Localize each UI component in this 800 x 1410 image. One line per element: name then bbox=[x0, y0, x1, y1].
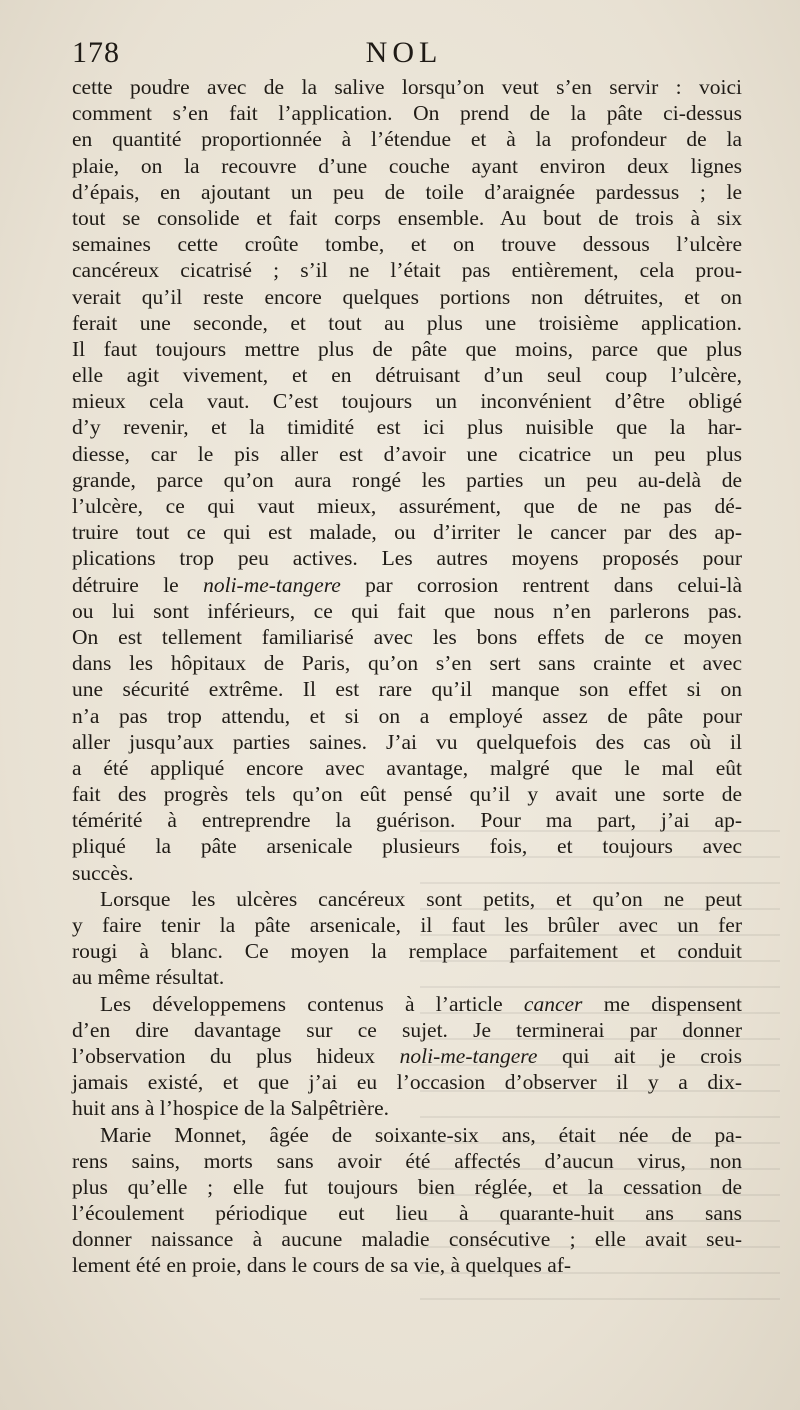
text-run: semaines cette croûte tombe, et on trouve dessous l’ulcère bbox=[72, 232, 742, 257]
text-run: l’ulcère, ce qui vaut mieux, assurément, que de ne pas dé- bbox=[72, 494, 742, 518]
text-line bbox=[72, 467, 742, 493]
text-line bbox=[72, 100, 742, 126]
text-line bbox=[72, 1252, 742, 1278]
text-line bbox=[72, 938, 742, 964]
text-run: détruire le bbox=[72, 572, 204, 597]
text-line bbox=[72, 860, 742, 886]
text-line bbox=[72, 1226, 742, 1252]
text-run: Les développemens contenus à l’article bbox=[100, 991, 524, 1016]
text-run: donner naissance à aucune maladie consécutive ; elle avait seu- bbox=[72, 1227, 742, 1252]
text-line bbox=[72, 545, 742, 571]
text-run: me dispensent bbox=[582, 991, 742, 1016]
paragraph bbox=[72, 74, 742, 886]
text-line bbox=[72, 1200, 742, 1226]
page-number: 178 bbox=[72, 36, 120, 69]
text-run: pliqué la pâte arsenicale plusieurs fois, et toujours avec bbox=[72, 834, 742, 859]
text-line bbox=[72, 231, 742, 257]
text-run: d’y revenir, et la timidité est ici plus nuisible que la har- bbox=[72, 415, 742, 440]
text-line bbox=[72, 807, 742, 833]
text-run: Marie Monnet, âgée de soixante-six ans, était née de pa- bbox=[100, 1122, 742, 1147]
text-line bbox=[72, 729, 742, 755]
text-run: On est tellement familiarisé avec les bons effets de ce moyen bbox=[72, 624, 742, 649]
text-run: fait des progrès tels qu’on eût pensé qu’il y avait une sorte de bbox=[72, 782, 742, 807]
text-line bbox=[72, 153, 742, 179]
text-run: comment s’en fait l’application. On prend de la pâte ci-dessus bbox=[72, 101, 742, 126]
text-run: qui ait je crois bbox=[537, 1043, 742, 1068]
italic-term: cancer bbox=[523, 991, 583, 1016]
text-run: cette poudre avec de la salive lorsqu’on veut s’en servir : voici bbox=[72, 75, 742, 99]
text-line bbox=[72, 388, 742, 414]
page-header bbox=[72, 36, 736, 76]
text-run: verait qu’il reste encore quelques portions non détruites, et on bbox=[72, 284, 742, 309]
text-run: diesse, car le pis aller est d’avoir une cicatrice un peu plus bbox=[72, 441, 742, 466]
text-run: ou lui sont inférieurs, ce qui fait que nous n’en parlerons pas. bbox=[72, 598, 742, 623]
text-run: plus qu’elle ; elle fut toujours bien réglée, et la cessation de bbox=[72, 1174, 742, 1199]
text-run: jamais existé, et que j’ai eu l’occasion d’observer il y a dix- bbox=[72, 1070, 742, 1095]
text-line bbox=[72, 991, 742, 1017]
text-line bbox=[72, 205, 742, 231]
text-run: Il faut toujours mettre plus de pâte que moins, parce que plus bbox=[72, 336, 742, 361]
text-line bbox=[72, 74, 742, 100]
text-line bbox=[72, 781, 742, 807]
text-line bbox=[72, 1017, 742, 1043]
text-line bbox=[72, 284, 742, 310]
text-line bbox=[72, 833, 742, 859]
text-line bbox=[72, 1174, 742, 1200]
text-line bbox=[72, 414, 742, 440]
text-run: par corrosion rentrent dans celui-là bbox=[340, 572, 742, 597]
text-run: grande, parce qu’on aura rongé les parties un peu au-delà de bbox=[72, 467, 742, 492]
text-run: Lorsque les ulcères cancéreux sont petits, et qu’on ne peut bbox=[100, 886, 742, 911]
text-line bbox=[72, 650, 742, 676]
text-line bbox=[72, 1069, 742, 1095]
text-line bbox=[72, 441, 742, 467]
text-line bbox=[72, 179, 742, 205]
text-line bbox=[72, 1043, 742, 1069]
italic-term: noli-me-tangere bbox=[203, 572, 341, 597]
text-run: truire tout ce qui est malade, ou d’irriter le cancer par des ap- bbox=[72, 520, 742, 545]
text-run: au même résultat. bbox=[72, 965, 225, 990]
text-line bbox=[72, 519, 742, 545]
text-run: n’a pas trop attendu, et si on a employé assez de pâte pour bbox=[72, 703, 742, 728]
text-line bbox=[72, 964, 742, 990]
text-line bbox=[72, 1122, 742, 1148]
text-line bbox=[72, 310, 742, 336]
text-line bbox=[72, 598, 742, 624]
text-run: plaie, on la recouvre d’une couche ayant environ deux lignes bbox=[72, 153, 742, 178]
text-line bbox=[72, 362, 742, 388]
text-line bbox=[72, 886, 742, 912]
text-run: succès. bbox=[72, 860, 134, 885]
text-run: huit ans à l’hospice de la Salpêtrière. bbox=[72, 1096, 390, 1121]
paragraph bbox=[72, 991, 742, 1122]
text-line bbox=[72, 126, 742, 152]
text-run: témérité à entreprendre la guérison. Pour ma part, j’ai ap- bbox=[72, 808, 742, 833]
text-line bbox=[72, 624, 742, 650]
text-line bbox=[72, 572, 742, 598]
text-line bbox=[72, 912, 742, 938]
text-run: l’écoulement périodique eut lieu à quarante-huit ans sans bbox=[72, 1201, 742, 1226]
paragraph bbox=[72, 1122, 742, 1279]
paragraph bbox=[72, 886, 742, 991]
text-run: rougi à blanc. Ce moyen la remplace parfaitement et conduit bbox=[72, 939, 742, 964]
text-run: d’épais, en ajoutant un peu de toile d’araignée pardessus ; le bbox=[72, 179, 742, 204]
body-text bbox=[72, 74, 742, 1279]
text-run: mieux cela vaut. C’est toujours un inconvénient d’être obligé bbox=[72, 389, 742, 414]
text-line bbox=[72, 257, 742, 283]
italic-term: noli-me-tangere bbox=[399, 1043, 538, 1068]
running-head: NOL bbox=[365, 36, 443, 69]
text-line bbox=[72, 493, 742, 519]
text-run: d’en dire davantage sur ce sujet. Je terminerai par donner bbox=[72, 1017, 742, 1042]
text-run: plications trop peu actives. Les autres moyens proposés pour bbox=[72, 546, 742, 571]
text-run: elle agit vivement, et en détruisant d’un seul coup l’ulcère, bbox=[72, 363, 742, 388]
text-run: en quantité proportionnée à l’étendue et à la profondeur de la bbox=[72, 127, 742, 152]
text-line bbox=[72, 1148, 742, 1174]
text-run: a été appliqué encore avec avantage, malgré que le mal eût bbox=[72, 755, 742, 780]
text-run: cancéreux cicatrisé ; s’il ne l’était pas entièrement, cela prou- bbox=[72, 258, 742, 283]
text-run: lement été en proie, dans le cours de sa vie, à quelques af- bbox=[72, 1253, 572, 1278]
text-line bbox=[72, 755, 742, 781]
text-run: aller jusqu’aux parties saines. J’ai vu quelquefois des cas où il bbox=[72, 729, 742, 754]
text-line bbox=[72, 703, 742, 729]
text-run: ferait une seconde, et tout au plus une troisième application. bbox=[72, 310, 742, 335]
text-run: tout se consolide et fait corps ensemble. Au bout de trois à six bbox=[72, 205, 742, 230]
text-line bbox=[72, 676, 742, 702]
text-run: l’observation du plus hideux bbox=[72, 1043, 400, 1068]
text-run: y faire tenir la pâte arsenicale, il faut les brûler avec un fer bbox=[72, 913, 742, 937]
text-run: rens sains, morts sans avoir été affectés d’aucun virus, non bbox=[72, 1148, 742, 1173]
text-line bbox=[72, 336, 742, 362]
text-line bbox=[72, 1095, 742, 1121]
text-run: dans les hôpitaux de Paris, qu’on s’en sert sans crainte et avec bbox=[72, 651, 742, 676]
text-run: une sécurité extrême. Il est rare qu’il manque son effet si on bbox=[72, 677, 742, 702]
